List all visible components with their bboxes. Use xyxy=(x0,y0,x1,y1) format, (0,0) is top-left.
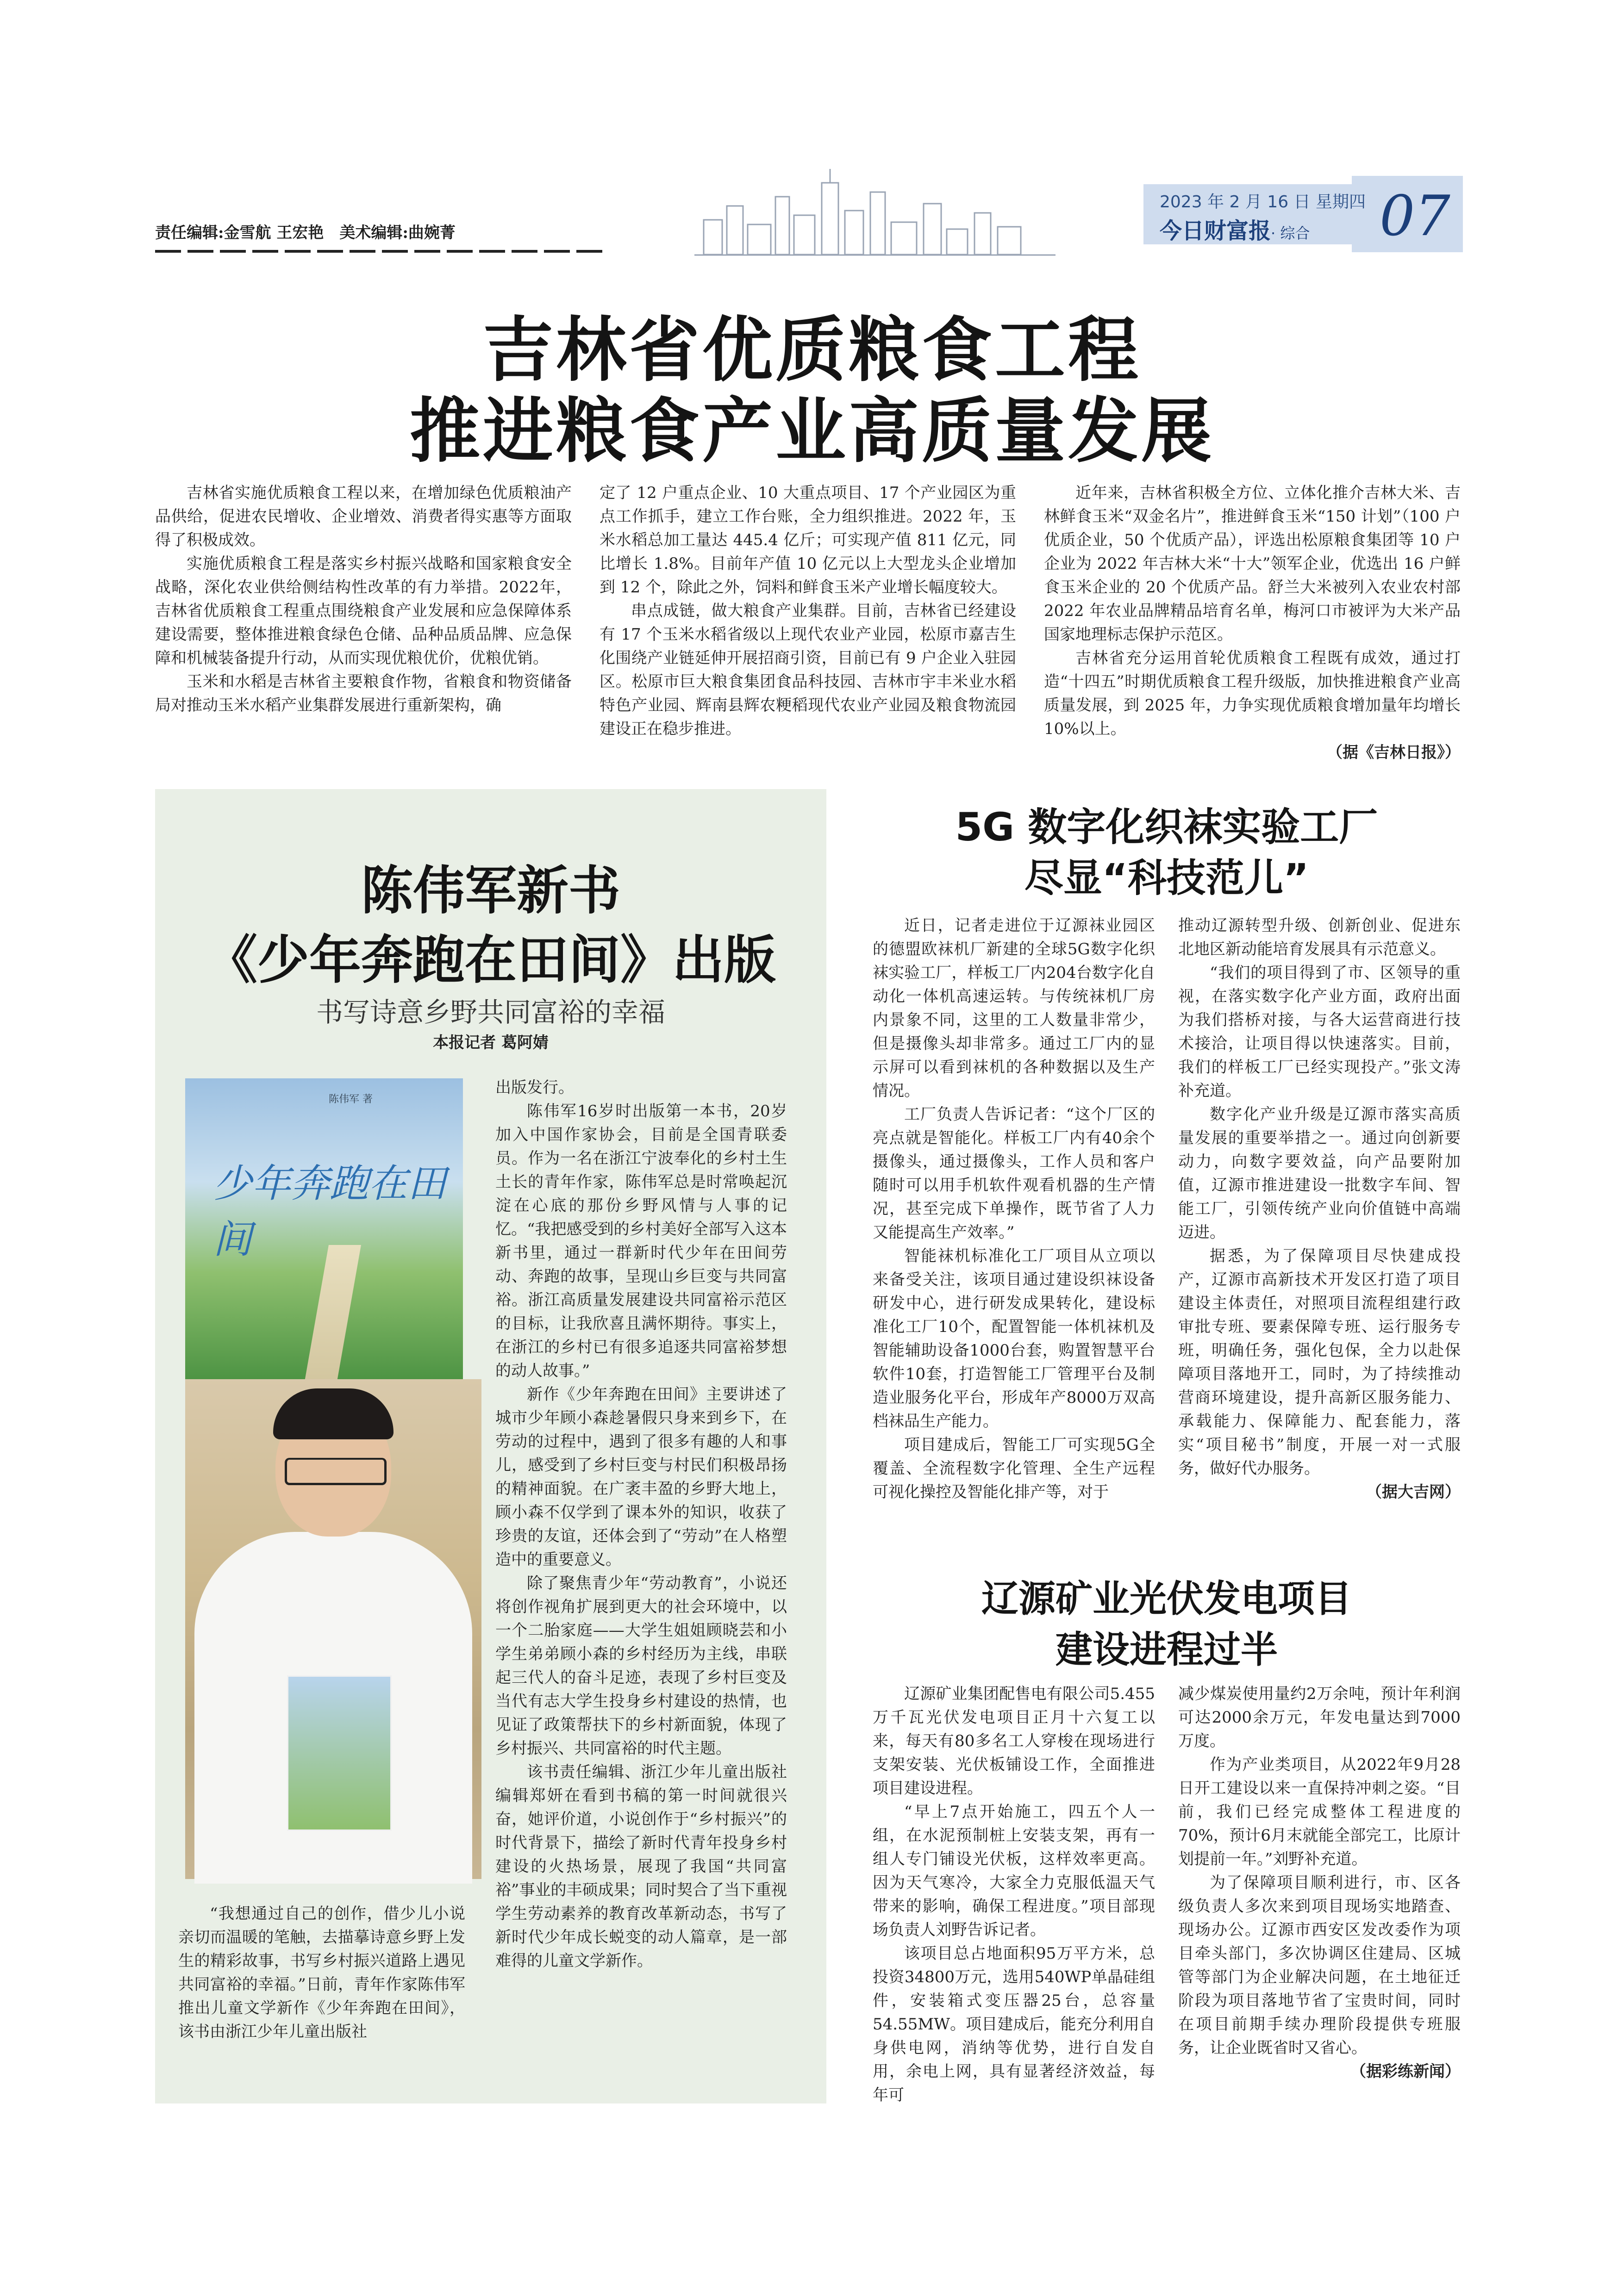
field-path-graphic xyxy=(301,1245,361,1402)
paragraph: “我们的项目得到了市、区领导的重视，在落实数字化产业方面，政府出面为我们搭桥对接，与各大运营商进行技术接洽，让项目得以快速落实。目前，我们的样板工厂已经实现投产。”张文涛补充道。 xyxy=(1178,964,1461,1100)
paragraph: “我想通过自己的创作，借少儿小说亲切而温暖的笔触，去描摹诗意乡野上发生的精彩故事，书写乡村振兴道路上遇见共同富裕的幸福。”日前，青年作家陈伟军推出儿童文学新作《少年奔跑在田间》，该书由浙江少年儿童出版社 xyxy=(178,1904,465,2041)
author-glasses xyxy=(285,1458,387,1485)
paragraph: “早上7点开始施工，四五个人一组，在水泥预制桩上安装支架，再有一组人专门铺设光伏板，这样效率更高。因为天气寒冷，大家全力克服低温天气带来的影响，确保工程进度。”项目部现场负责人刘野告诉记者。 xyxy=(873,1803,1155,1939)
paragraph: 项目建成后，智能工厂可实现5G全覆盖、全流程数字化管理、全生产远程可视化操控及智能化排产等，对于 xyxy=(873,1436,1155,1501)
feature-title-line-2: 《少年奔跑在田间》出版 xyxy=(206,930,776,990)
author-hair xyxy=(273,1388,394,1439)
headline-3-line-2: 尽显“科技范儿” xyxy=(1024,855,1309,901)
paragraph: 辽源矿业集团配售电有限公司5.455万千瓦光伏发电项目正月十六复工以来，每天有80多名工人穿梭在现场进行支架安装、光伏板铺设工作，全面推进项目建设进程。 xyxy=(873,1685,1155,1798)
paragraph: 除了聚焦青少年“劳动教育”，小说还将创作视角扩展到更大的社会环境中，以一个二胎家庭——大学生姐姐顾晓芸和小学生弟弟顾小森的乡村经历为主线，串联起三代人的奋斗足迹，表现了乡村巨变及当代有志大学生投身乡村建设的热情，也见证了政策帮扶下的乡村新面貌，体现了乡村振兴、共同富裕的时代主题。 xyxy=(495,1574,787,1758)
paragraph: 该书责任编辑、浙江少年儿童出版社编辑郑妍在看到书稿的第一时间就很兴奋，她评价道，小说创作于“乡村振兴”的时代背景下，描绘了新时代青年投身乡村建设的火热场景，展现了我国“共同富裕”事业的丰硕成果；同时契合了当下重视学生劳动素养的教育改革新动态，书写了新时代少年成长蜕变的动人篇章，是一部难得的儿童文学新作。 xyxy=(495,1763,787,1970)
paragraph: 工厂负责人告诉记者：“这个厂区的亮点就是智能化。样板工厂内有40余个摄像头，通过摄像头，工作人员和客户随时可以用手机软件观看机器的生产情况，甚至完成下单操作，既节省了人力又能提高生产效率。” xyxy=(873,1105,1155,1242)
paragraph: 吉林省充分运用首轮优质粮食工程既有成效，通过打造“十四五”时期优质粮食工程升级版，加快推进粮食产业高质量发展，到 2025 年，力争实现优质粮食增加量年均增长 10%以上。 xyxy=(1044,649,1461,738)
paragraph: 据悉，为了保障项目尽快建成投产，辽源市高新技术开发区打造了项目建设主体责任，对照项目流程组建行政审批专班、要素保障专班、运行服务专班，明确任务，强化包保，全力以赴保障项目落地开工，同时，为了持续推动营商环境建设，提升高新区服务能力、承载能力、保障能力、配套能力，落实“项目秘书”制度，开展一对一式服务，做好代办服务。 xyxy=(1178,1247,1461,1478)
held-book xyxy=(287,1675,392,1831)
paragraph: 实施优质粮食工程是落实乡村振兴战略和国家粮食安全战略，深化农业供给侧结构性改革的有力举措。2022年，吉林省优质粮食工程重点围绕粮食产业发展和应急保障体系建设需要，整体推进粮食绿色仓储、品种品质品牌、应急保障和机械装备提升行动，从而实现优粮优价，优粮优销。 xyxy=(155,554,572,667)
headline-1-line-2: 推进粮食产业高质量发展 xyxy=(410,389,1214,472)
paragraph: 近日，记者走进位于辽源袜业园区的德盟欧袜机厂新建的全球5G数字化织袜实验工厂，样板工厂内204台数字化自动化一体机高速运转。与传统袜机厂房内景象不同，这里的工人数量非常少，但是摄像头却非常多。通过工厂内的显示屏可以看到袜机的各种数据以及生产情况。 xyxy=(873,916,1155,1100)
paragraph: 推动辽源转型升级、创新创业、促进东北地区新动能培育发展具有示范意义。 xyxy=(1178,916,1461,958)
feature-right-column xyxy=(495,1076,787,1973)
feature-title-line-1: 陈伟军新书 xyxy=(361,860,620,921)
paragraph: 串点成链，做大粮食产业集群。目前，吉林省已经建设有 17 个玉米水稻省级以上现代农业产业园，松原市嘉吉生化围绕产业链延伸开展招商引资，目前已有 9 户企业入驻园区。松原市巨大粮食集团食品科技园、吉林市宇丰米业水稻特色产业园、辉南县辉农粳稻现代农业产业园及粮食物流园建设正在稳步推进。 xyxy=(600,602,1016,738)
article-1-column-1 xyxy=(155,481,572,717)
feature-byline: 本报记者 葛阿婧 xyxy=(433,1033,549,1052)
article-4-column-2 xyxy=(1178,1682,1461,2084)
headline-4-line-1: 辽源矿业光伏发电项目 xyxy=(981,1577,1352,1620)
headline-4-line-2: 建设进程过半 xyxy=(1056,1628,1278,1671)
book-cover-image xyxy=(185,1078,463,1402)
paragraph: 玉米和水稻是吉林省主要粮食作物，省粮食和物资储备局对推动玉米水稻产业集群发展进行重新架构，确 xyxy=(155,672,572,715)
article-1-source: （据《吉林日报》） xyxy=(1327,743,1461,762)
author-photo xyxy=(185,1379,481,1879)
article-3-source: （据大吉网） xyxy=(1366,1483,1461,1501)
article-1-column-3 xyxy=(1044,481,1461,765)
book-cover-title: 少年奔跑在田间 xyxy=(213,1161,447,1262)
paragraph: 减少煤炭使用量约2万余吨，预计年利润可达2000余万元，年发电量达到7000万度。 xyxy=(1178,1685,1461,1750)
article-4-source: （据彩练新闻） xyxy=(1350,2062,1461,2081)
feature-left-column xyxy=(178,1902,465,2044)
paragraph: 出版发行。 xyxy=(495,1078,574,1097)
editor-credits: 责任编辑:金雪航 王宏艳 美术编辑:曲婉菁 xyxy=(155,224,456,242)
paragraph: 新作《少年奔跑在田间》主要讲述了城市少年顾小森趁暑假只身来到乡下，在劳动的过程中，遇到了很多有趣的人和事儿，感受到了乡村巨变与村民们积极昂扬的精神面貌。在广袤丰盈的乡野大地上，顾小森不仅学到了课本外的知识，收获了珍贵的友谊，还体会到了“劳动”在人格塑造中的重要意义。 xyxy=(495,1385,787,1569)
paragraph: 陈伟军16岁时出版第一本书，20岁加入中国作家协会，目前是全国青联委员。作为一名在浙江宁波奉化的乡村土生土长的青年作家，陈伟军总是时常唤起沉淀在心底的那份乡野风情与人事的记忆。“我把感受到的乡村美好全部写入这本新书里，通过一群新时代少年在田间劳动、奔跑的故事，呈现山乡巨变与共同富裕。浙江高质量发展建设共同富裕示范区的目标，让我欣喜且满怀期待。事实上，在浙江的乡村已有很多追逐共同富裕梦想的动人故事。” xyxy=(495,1102,787,1380)
paragraph: 吉林省实施优质粮食工程以来，在增加绿色优质粮油产品供给，促进农民增收、企业增效、消费者得实惠等方面取得了积极成效。 xyxy=(155,484,572,549)
section-title: 今日财富报 xyxy=(1160,218,1271,244)
headline-3-line-1: 5G 数字化织袜实验工厂 xyxy=(955,804,1378,850)
section-name xyxy=(1160,213,1310,245)
paragraph: 作为产业类项目，从2022年9月28日开工建设以来一直保持冲刺之姿。“目前，我们已经完成整体工程进度的70%，预计6月末就能全部完工，比原计划提前一年。”刘野补充道。 xyxy=(1178,1755,1461,1868)
city-skyline-graphic xyxy=(694,164,1056,257)
article-3-column-2 xyxy=(1178,914,1461,1504)
paragraph: 数字化产业升级是辽源市落实高质量发展的重要举措之一。通过向创新要动力，向数字要效益，向产品要附加值，辽源市推进建设一批数字车间、智能工厂，引领传统产业向价值链中高端迈进。 xyxy=(1178,1105,1461,1242)
paragraph: 该项目总占地面积95万平方米，总投资34800万元，选用540WP单晶硅组件，安装箱式变压器25台，总容量54.55MW。项目建成后，能充分利用自身供电网，消纳等优势，进行自发自用，余电上网，具有显著经济效益，每年可 xyxy=(873,1944,1155,2104)
paragraph: 智能袜机标准化工厂项目从立项以来备受关注，该项目通过建设织袜设备研发中心，进行研发成果转化，建设标准化工厂10个，配置智能一体机袜机及智能辅助设备1000台套，购置智慧平台软件10套，打造智能工厂管理平台及制造业服务化平台，形成年产8000万双高档袜品生产能力。 xyxy=(873,1247,1155,1431)
article-3-column-1 xyxy=(873,914,1155,1504)
paragraph: 为了保障项目顺利进行，市、区各级负责人多次来到项目现场实地踏查、现场办公。辽源市西安区发改委作为项目牵头部门，多次协调区住建局、区城管等部门为企业解决问题，在土地征迁阶段为项目落地节省了宝贵时间，同时在项目前期手续办理阶段提供专班服务，让企业既省时又省心。 xyxy=(1178,1873,1461,2057)
feature-subtitle: 书写诗意乡野共同富裕的幸福 xyxy=(316,996,665,1028)
header-dashed-rule xyxy=(155,250,609,253)
issue-date: 2023 年 2 月 16 日 星期四 xyxy=(1160,193,1366,212)
article-1-column-2 xyxy=(600,481,1016,741)
paragraph: 定了 12 户重点企业、10 大重点项目、17 个产业园区为重点工作抓手，建立工作台账，全力组织推进。2022 年，玉米水稻总加工量达 445.4 亿斤；可实现产值 811 亿元，同比增长 1.8%。目前年产值 10 亿元以上大型龙头企业增加到 12 个，除此之外，饲料和鲜食玉米产业增长幅度较大。 xyxy=(600,484,1016,597)
headline-1-line-1: 吉林省优质粮食工程 xyxy=(483,308,1141,391)
book-cover-author: 陈伟军 著 xyxy=(329,1094,373,1105)
section-suffix: · 综合 xyxy=(1271,224,1310,242)
page-number: 07 xyxy=(1380,184,1450,249)
article-4-column-1 xyxy=(873,1682,1155,2107)
paragraph: 近年来，吉林省积极全方位、立体化推介吉林大米、吉林鲜食玉米“双金名片”，推进鲜食玉米“150 计划”（100 户优质企业，50 个优质产品），评选出松原粮食集团等 10 户企业为 2022 年吉林大米“十大”领军企业，优选出 16 户鲜食玉米企业的 20 个优质产品。舒兰大米被列入农业农村部 2022 年农业品牌精品培育名单，梅河口市被评为大米产品国家地理标志保护示范区。 xyxy=(1044,484,1461,644)
